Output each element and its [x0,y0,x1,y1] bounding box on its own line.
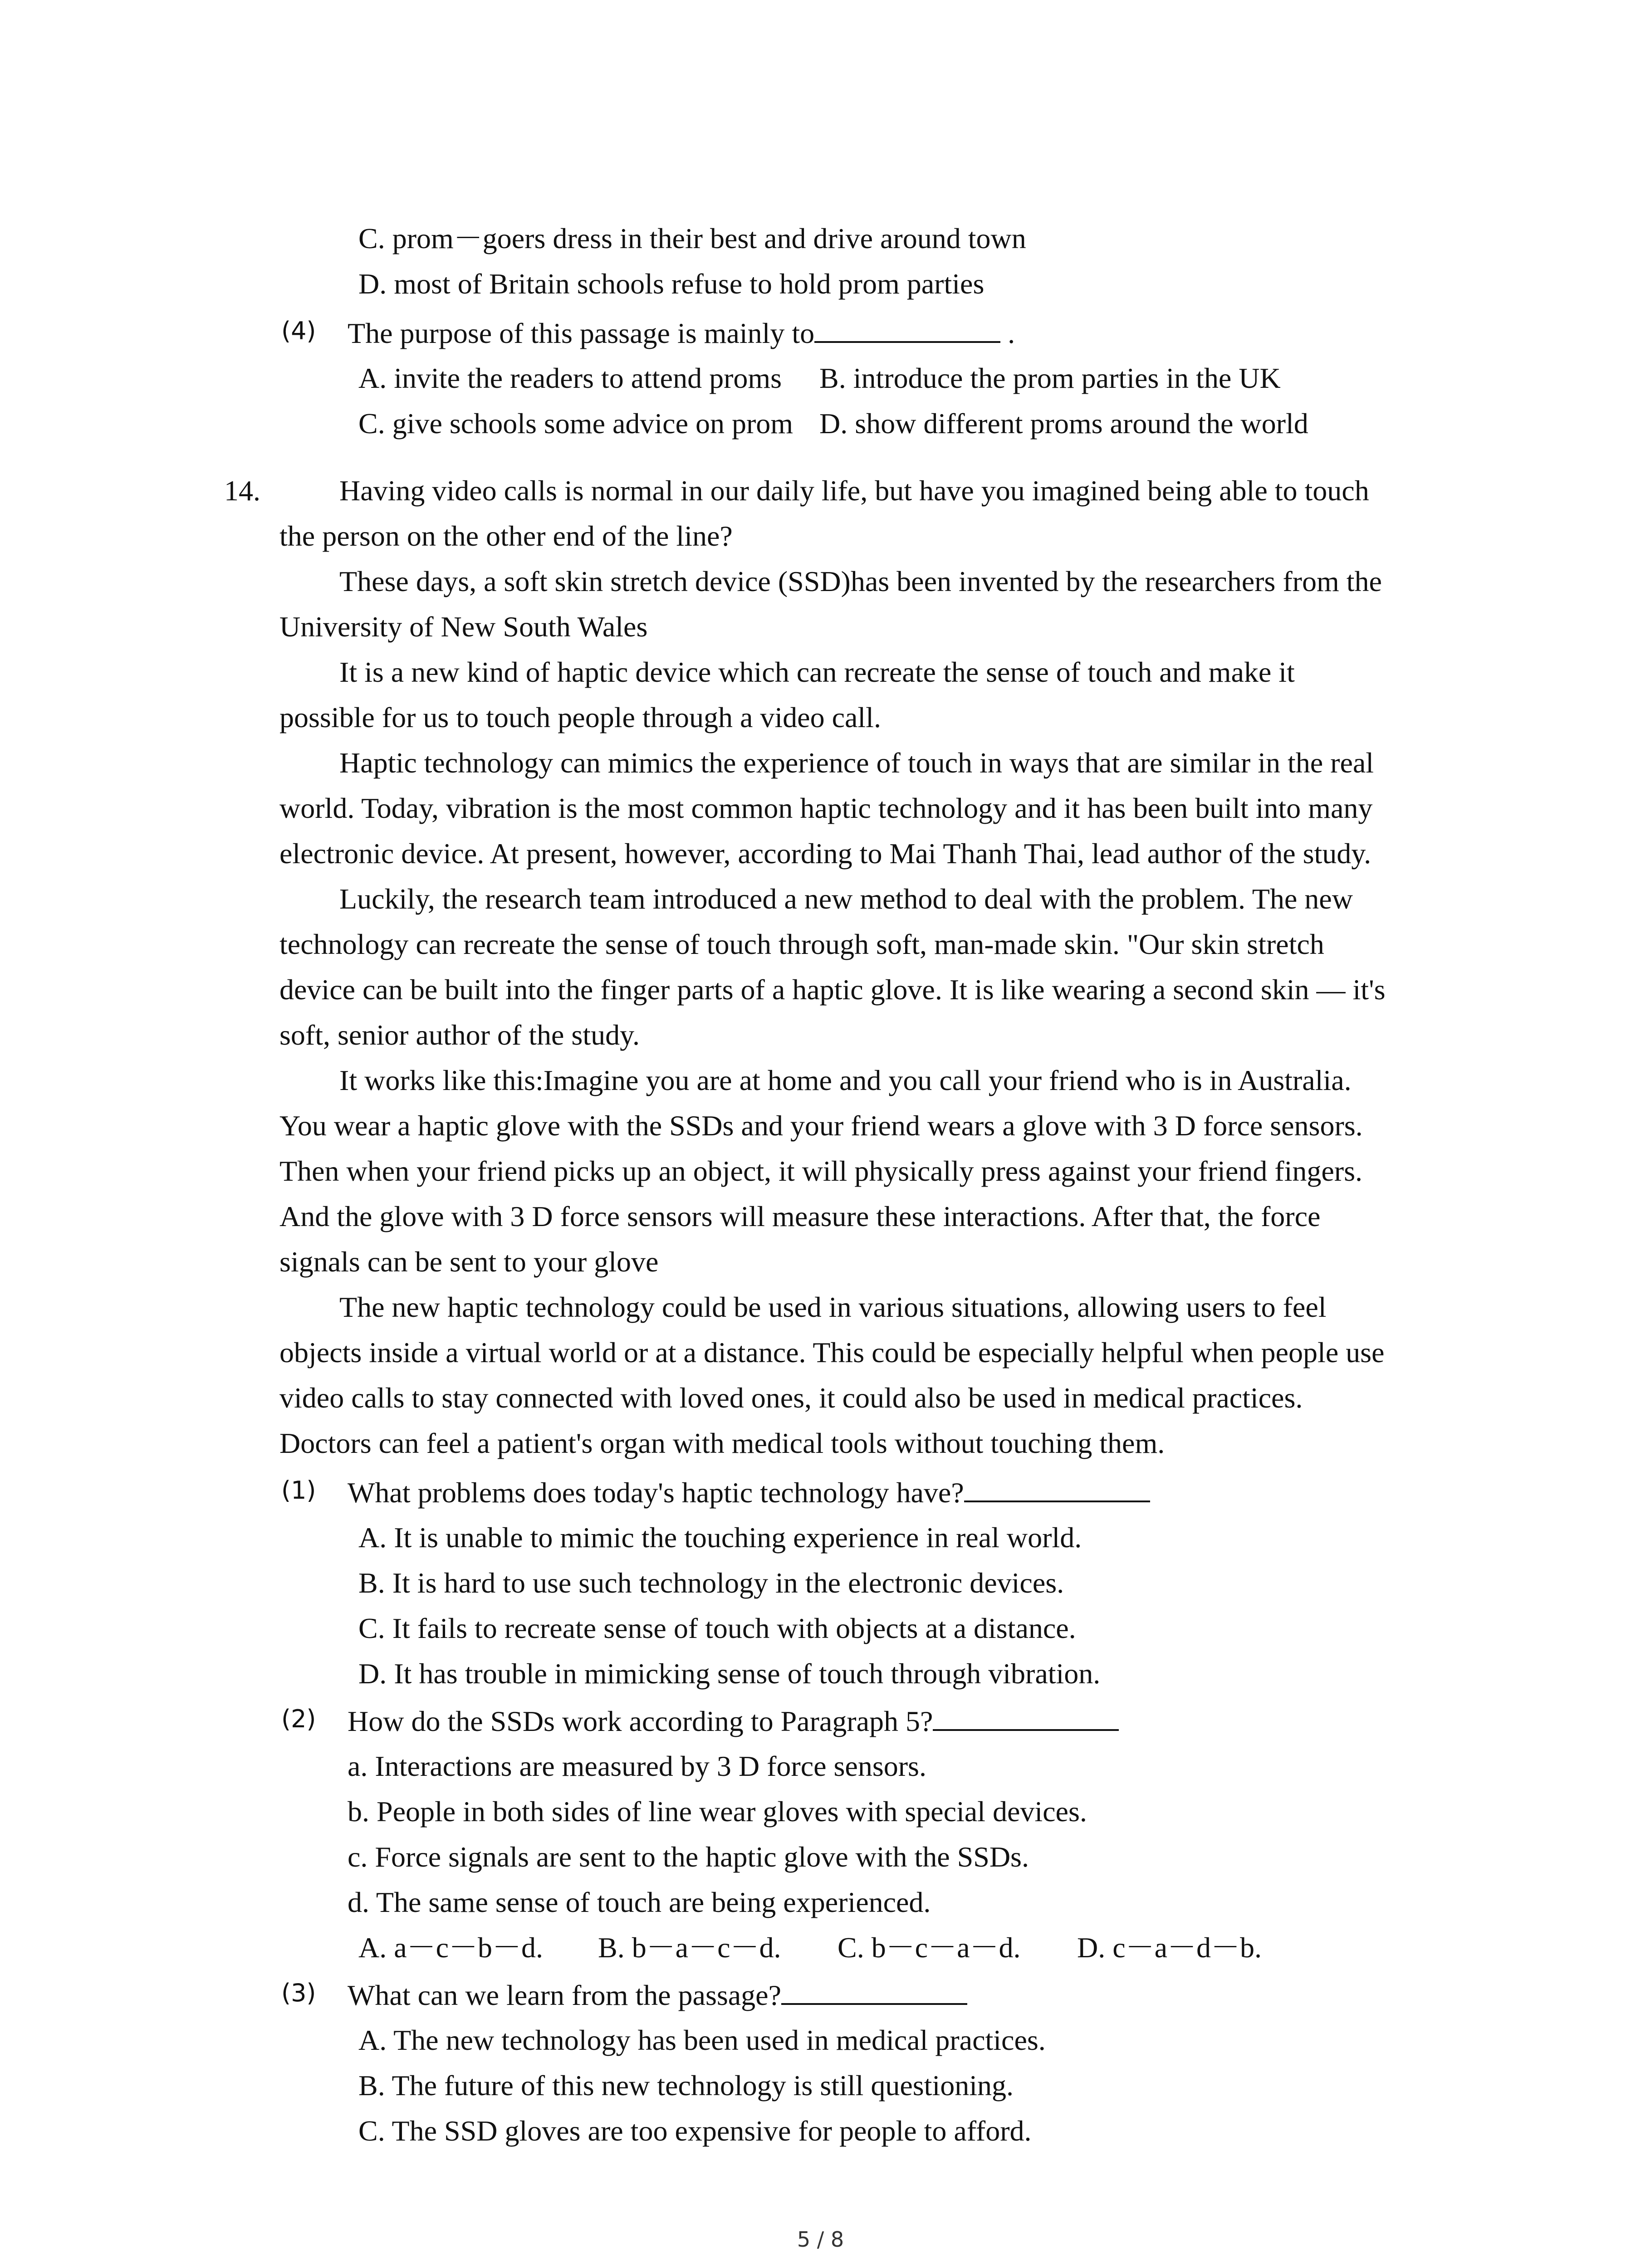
q14-2-statement-b: b. People in both sides of line wear gloves with special devices. [348,1795,1087,1828]
q4-option-a: A. invite the readers to attend proms [358,362,782,394]
q14-2-option-c: C. b－c－a－d. [838,1931,1021,1964]
question-14-number: 14. [224,474,260,507]
passage-line: signals can be sent to your glove [279,1246,659,1278]
q14-3-option-c: C. The SSD gloves are too expensive for people to afford. [358,2115,1032,2147]
passage-line: University of New South Wales [279,611,648,643]
q14-1-number: (1) [281,1476,316,1505]
passage-line: Luckily, the research team introduced a new method to deal with the problem. The new [339,883,1353,915]
passage-line: objects inside a virtual world or at a distance. This could be especially helpful when people use [279,1336,1385,1369]
q14-1-answer-blank [964,1474,1150,1502]
q14-2-stem [348,1703,1119,1740]
passage-line: soft, senior author of the study. [279,1019,640,1051]
q14-2-number: (2) [281,1705,316,1733]
q14-3-option-a: A. The new technology has been used in medical practices. [358,2024,1046,2056]
q14-2-option-a: A. a－c－b－d. [358,1931,544,1964]
passage-line: These days, a soft skin stretch device (SSD)has been invented by the researchers from the [339,565,1382,597]
q14-1-option-d: D. It has trouble in mimicking sense of touch through vibration. [358,1657,1101,1690]
passage-line: Doctors can feel a patient's organ with medical tools without touching them. [279,1427,1165,1459]
passage-line: Haptic technology can mimics the experience of touch in ways that are similar in the real [339,747,1374,779]
prev-option-d: D. most of Britain schools refuse to hold prom parties [358,268,985,300]
passage-line: You wear a haptic glove with the SSDs and your friend wears a glove with 3 D force sensors. [279,1110,1363,1142]
passage-line: The new haptic technology could be used in various situations, allowing users to feel [339,1291,1327,1323]
q14-3-stem-text: What can we learn from the passage? [348,1979,781,2011]
passage-line: electronic device. At present, however, according to Mai Thanh Thai, lead author of the study. [279,837,1372,870]
q14-2-statement-c: c. Force signals are sent to the haptic glove with the SSDs. [348,1841,1029,1873]
q4-number: (4) [281,317,316,345]
q4-option-b: B. introduce the prom parties in the UK [819,362,1281,394]
page-number: 5 / 8 [797,2227,844,2252]
passage-line: Then when your friend picks up an object, it will physically press against your friend fingers. [279,1155,1362,1187]
q14-2-answer-blank [933,1703,1119,1731]
q14-1-option-b: B. It is hard to use such technology in the electronic devices. [358,1567,1064,1599]
q14-2-stem-text: How do the SSDs work according to Paragraph 5? [348,1705,933,1737]
passage-line: the person on the other end of the line? [279,520,733,552]
passage-line: Having video calls is normal in our daily life, but have you imagined being able to touch [339,474,1369,507]
q4-options-row-1 [358,360,1281,396]
q14-3-answer-blank [781,1977,967,2005]
passage-line: possible for us to touch people through a video call. [279,701,881,733]
q4-stem [348,315,1015,352]
passage-line: It is a new kind of haptic device which can recreate the sense of touch and make it [339,656,1295,688]
q14-1-option-a: A. It is unable to mimic the touching experience in real world. [358,1521,1082,1554]
q14-2-option-d: D. c－a－d－b. [1077,1931,1262,1964]
q14-3-number: (3) [281,1979,316,2007]
passage-line: device can be built into the finger parts of a haptic glove. It is like wearing a second skin — it's [279,973,1386,1006]
passage-line: world. Today, vibration is the most common haptic technology and it has been built into many [279,792,1373,824]
q4-options-row-2 [358,406,1308,442]
q4-answer-blank [814,315,1000,343]
q14-2-option-b: B. b－a－c－d. [598,1931,781,1964]
q14-2-options-row [358,1930,1262,1966]
passage-line: technology can recreate the sense of touch through soft, man-made skin. "Our skin stretch [279,928,1324,960]
passage-line: It works like this:Imagine you are at home and you call your friend who is in Australia. [339,1064,1352,1096]
q4-option-c: C. give schools some advice on prom [358,407,794,440]
q14-2-statement-a: a. Interactions are measured by 3 D force sensors. [348,1750,926,1782]
q4-stem-end: . [1008,317,1015,349]
q14-2-statement-d: d. The same sense of touch are being experienced. [348,1886,931,1918]
q4-option-d: D. show different proms around the world [819,407,1308,440]
q14-3-stem [348,1977,967,2014]
q14-1-stem [348,1474,1150,1511]
q14-1-stem-text: What problems does today's haptic technology have? [348,1476,964,1509]
q4-stem-text: The purpose of this passage is mainly to [348,317,815,349]
q14-3-option-b: B. The future of this new technology is still questioning. [358,2069,1014,2102]
q14-1-option-c: C. It fails to recreate sense of touch with objects at a distance. [358,1612,1076,1644]
prev-option-c: C. prom－goers dress in their best and drive around town [358,222,1026,254]
passage-line: And the glove with 3 D force sensors will measure these interactions. After that, the force [279,1200,1321,1232]
passage-line: video calls to stay connected with loved ones, it could also be used in medical practices. [279,1382,1303,1414]
